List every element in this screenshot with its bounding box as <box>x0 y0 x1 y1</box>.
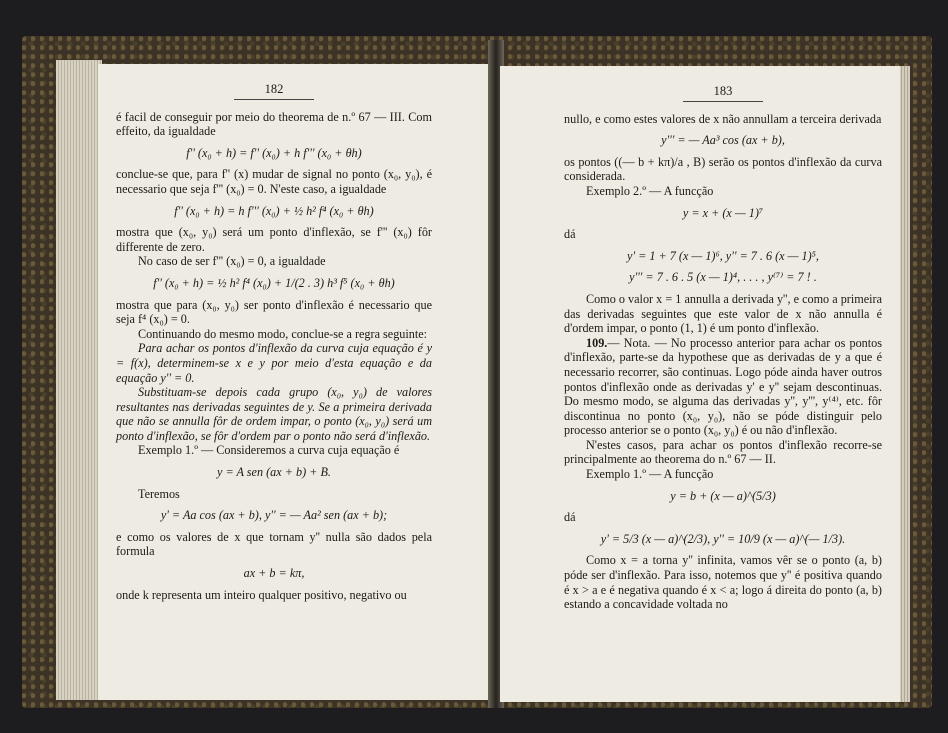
paragraph: mostra que para (x₀, y₀) ser ponto d'inflexão é necessario que seja f⁴ (x₀) = 0. <box>116 297 432 327</box>
paragraph: Exemplo 1.º — A funcção <box>586 467 714 482</box>
paragraph: Exemplo 1.º — Consideremos a curva cuja equação é <box>138 443 400 458</box>
page-edges-left <box>56 60 102 700</box>
section-text: — Nota. — No processo anterior para achar os pontos d'inflexão, parte-se da hypothese que as derivadas de y a que é necessario recorrer, são continuas. Logo póde ainda haver outros pontos d'inflexão onde as derivadas y' e y'' sejam descontinuas. Do mesmo modo, se alguma das derivadas y'', y''', y⁽⁴⁾, etc. fôr discontinua no ponto (x₀, y₀), não se póde distinguir pelo processo anterior se o ponto (x₀, y₀) é ou não d'inflexão. <box>564 335 882 438</box>
formula: y = A sen (ax + b) + B. <box>217 465 331 480</box>
section-number: 109. <box>586 335 608 350</box>
left-page <box>98 64 492 700</box>
paragraph: onde k representa um inteiro qualquer positivo, negativo ou <box>116 587 407 602</box>
paragraph: mostra que (x₀, y₀) será um ponto d'inflexão, se f''' (x₀) fôr differente de zero. <box>116 225 432 254</box>
left-page-text <box>116 110 432 603</box>
paragraph: No caso de ser f''' (x₀) = 0, a igualdade <box>138 254 326 269</box>
formula: y' = 1 + 7 (x — 1)⁶, y'' = 7 . 6 (x — 1)⁵, <box>627 248 819 263</box>
paragraph: N'estes casos, para achar os pontos d'inflexão recorre-se principalmente ao theorema do n.º 67 — II. <box>564 437 882 467</box>
page-number-right: 183 <box>713 84 733 98</box>
header-rule-left <box>234 99 314 100</box>
formula: f'' (x₀ + h) = ½ h² f⁴ (x₀) + 1/(2 . 3) h³ f⁵ (x₀ + θh) <box>153 275 395 290</box>
section-paragraph <box>564 336 882 438</box>
formula: ax + b = kπ, <box>243 566 305 581</box>
formula: y''' = 7 . 6 . 5 (x — 1)⁴, . . . , y⁽⁷⁾ = 7 ! . <box>629 270 817 285</box>
formula: f'' (x₀ + h) = f'' (x₀) + h f''' (x₀ + θh) <box>186 145 362 160</box>
paragraph: Como o valor x = 1 annulla a derivada y'', e como a primeira das derivadas seguintes que este valor de x não annulla é d'ordem impar, o ponto (1, 1) é um ponto d'inflexão. <box>564 291 882 336</box>
paragraph: nullo, e como estes valores de x não annullam a terceira derivada <box>564 111 882 126</box>
paragraph: Teremos <box>138 486 180 501</box>
paragraph: é facil de conseguir por meio do theorema de n.º 67 — III. Com effeito, da igualdade <box>116 109 432 139</box>
page-number-left: 182 <box>264 82 284 96</box>
paragraph: conclue-se que, para f'' (x) mudar de signal no ponto (x₀, y₀), é necessario que seja f''' (x₀) = 0. N'este caso, a igualdade <box>116 167 432 196</box>
paragraph: Exemplo 2.º — A funcção <box>586 183 714 198</box>
paragraph: Continuando do mesmo modo, conclue-se a regra seguinte: <box>138 326 428 341</box>
paragraph: e como os valores de x que tornam y'' nulla são dados pela formula <box>116 529 432 559</box>
paragraph: os pontos ((— b + kπ)/a , B) serão os pontos d'inflexão da curva considerada. <box>564 154 882 184</box>
rule-paragraph: Substituam-se depois cada grupo (x₀, y₀) de valores resultantes nas derivadas seguintes de y. Se a primeira derivada que não se annulla fôr de ordem impar, o ponto (x₀, y₀) será um ponto d'inflexão, se fôr d'ordem par o ponto não será d'inflexão. <box>116 385 432 443</box>
paragraph: dá <box>564 510 576 525</box>
formula: y = x + (x — 1)⁷ <box>682 205 764 220</box>
formula: y' = Aa cos (ax + b), y'' = — Aa² sen (ax + b); <box>160 508 388 523</box>
paragraph: Como x = a torna y'' infinita, vamos vêr se o ponto (a, b) póde ser d'inflexão. Para isso, notemos que y'' é positiva quando é x > a e é negativa quando é x < a; logo á direita do ponto (a, b) estando a concavidade voltada no <box>564 553 882 612</box>
header-rule-right <box>683 101 763 102</box>
formula: y' = 5/3 (x — a)^(2/3), y'' = 10/9 (x — a)^(— 1/3). <box>600 531 846 546</box>
formula: y = b + (x — a)^(5/3) <box>670 488 776 503</box>
right-page-text <box>564 112 882 612</box>
rule-paragraph: Para achar os pontos d'inflexão da curva cuja equação é y = f(x), determinem-se x e y por meio d'esta equação e da equação y'' = 0. <box>116 341 432 385</box>
paragraph: dá <box>564 227 576 242</box>
formula: y''' = — Aa³ cos (ax + b), <box>661 133 785 148</box>
right-page <box>500 66 900 702</box>
formula: f'' (x₀ + h) = h f''' (x₀) + ½ h² f⁴ (x₀ + θh) <box>174 203 374 218</box>
